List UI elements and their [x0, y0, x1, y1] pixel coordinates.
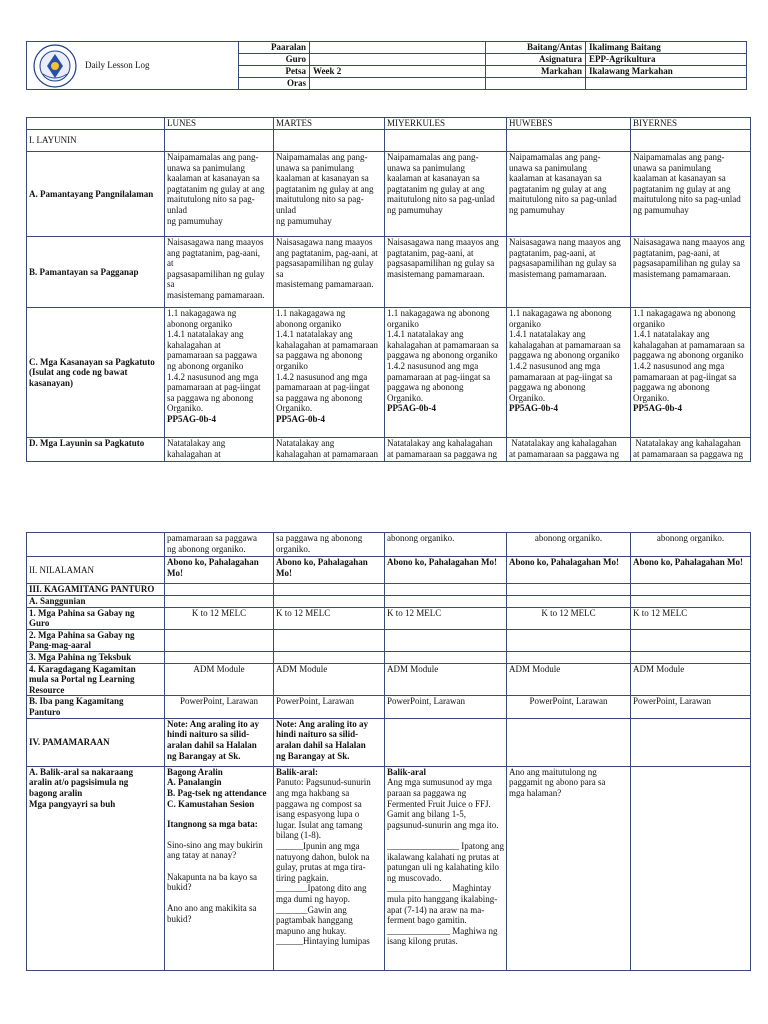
- cell-text: Natatalakay ang kahalagahan at: [167, 438, 226, 459]
- cell-text: Naipamamalas ang pang- unawa sa panimulang kaalaman at kasanayan sa pagtatanim ng gulay at ang maitutulong nito sa pag-unlad ng pamumuhay: [387, 152, 495, 216]
- cell-text: Ano ang maitutulong ng paggamit ng abono para sa mga halaman?: [509, 766, 606, 798]
- cell-text: K to 12 MELC: [631, 607, 751, 629]
- corner-cell: [27, 118, 165, 130]
- section-title: IV. PAMAMARAAN: [27, 718, 165, 766]
- cell-text: Sino-sino ang may bukirin ang tatay at nanay? Nakapunta na ba kayo sa bukid? Ano ano ang makikita sa bukid?: [167, 839, 263, 925]
- cell-text: PowerPoint, Larawan: [385, 696, 507, 718]
- lesson-table-part2: [26, 532, 751, 971]
- cell-text: Naipamamalas ang pang- unawa sa panimulang kaalaman at kasanayan sa pagtatanim ng gulay at ang maitutulong nito sa pag- unlad ng pamumuhay: [276, 152, 374, 226]
- cell-text: abonong organiko.: [387, 533, 455, 543]
- cell-text: ADM Module: [507, 663, 631, 696]
- competency-code: PP5AG-0b-4: [633, 403, 682, 414]
- row-label: B. Pamantayan sa Pagganap: [27, 237, 165, 308]
- header-label: Markahan: [486, 66, 586, 78]
- cell-text: K to 12 MELC: [274, 607, 385, 629]
- cell-text: Naisasagawa nang maayos ang pagtatanim, pag-aani, at pagsasapamilihan ng gulay sa masistemang pamamaraan.: [276, 237, 378, 290]
- competency-code: PP5AG-0b-4: [276, 414, 325, 425]
- header-value: Ikalawang Markahan: [586, 66, 747, 78]
- competency-code: PP5AG-0b-4: [387, 403, 436, 414]
- day-header: LUNES: [165, 118, 274, 130]
- row-label: 3. Mga Pahina ng Teksbuk: [27, 652, 165, 664]
- row-label: A. Sanggunian: [27, 596, 165, 608]
- cell-text: Natatalakay ang kahalagahan at pamamaraan sa paggawa ng: [509, 438, 619, 459]
- cell-text: K to 12 MELC: [507, 607, 631, 629]
- cell-heading: Bagong Aralin A. Panalangin B. Pag-tsek ng attendance C. Kamustahan Sesion: [167, 766, 267, 809]
- note-text: Note: Ang araling ito ay hindi naituro sa silid- aralan dahil sa Halalan ng Barangay at Sk.: [167, 718, 259, 761]
- day-header: HUWEBES: [507, 118, 631, 130]
- cell-text: K to 12 MELC: [385, 607, 507, 629]
- row-label: 1. Mga Pahina sa Gabay ng Guro: [29, 607, 135, 629]
- cell-text: Naipamamalas ang pang- unawa sa panimulang kaalaman at kasanayan sa pagtatanim ng gulay at ang maitutulong nito sa pag-unlad ng pamumuhay: [509, 152, 617, 216]
- section-title: I. LAYUNIN: [27, 130, 165, 152]
- section-title: II. NILALAMAN: [27, 557, 165, 584]
- header-label: Paaralan: [239, 42, 310, 54]
- note-text: Note: Ang araling ito ay hindi naituro sa silid- aralan dahil sa Halalan ng Barangay at Sk.: [276, 718, 368, 761]
- row-label: C. Mga Kasanayan sa Pagkatuto (Isulat ang code ng bawat kasanayan): [29, 356, 155, 388]
- cell-text: K to 12 MELC: [165, 607, 274, 629]
- content-title: Abono ko, Pahalagahan Mo!: [167, 557, 259, 578]
- header-label: Baitang/Antas: [486, 42, 586, 54]
- cell-text: Naisasagawa nang maayos ang pagtatanim, pag-aani, at pagsasapamilihan ng gulay sa masistemang pamamaraan.: [387, 237, 499, 279]
- content-title: Abono ko, Pahalagahan Mo!: [633, 557, 744, 567]
- cell-text: Natatalakay ang kahalagahan at pamamaraan sa paggawa ng: [633, 438, 743, 459]
- cell-text: Panuto: Pagsunud-sunurin ang mga hakbang sa paggawa ng compost sa isang espasyong lupa o lugar. Isulat ang tamang bilang (1-8). ______Ipunin ang mga natuyong dahon, bulok na gulay, prutas at mga tira- tiring pagkain. _______Ipatong dito ang mga dumi ng hayop. _______Gawin ang pagtambak hanggang mapuno ang hukay. ______Hintaying lumipas: [276, 777, 371, 947]
- cell-text: 1.1 nakagagawa ng abonong organiko 1.4.1 natatalakay ang kahalagahan at pamamaraan sa paggawa ng abonong organiko 1.4.2 nasusunod ang mga pamamaraan at pag-iingat sa paggawa ng abonong Organiko.: [633, 308, 745, 403]
- cell-text: Naipamamalas ang pang- unawa sa panimulang kaalaman at kasanayan sa pagtatanim ng gulay at ang maitutulong nito sa pag- unlad ng pamumuhay: [167, 152, 265, 226]
- header-label: [486, 78, 586, 90]
- row-label: 4. Karagdagang Kagamitan mula sa Portal ng Learning Resource: [29, 663, 136, 695]
- row-label: D. Mga Layunin sa Pagkatuto: [27, 438, 165, 462]
- header-value: [310, 54, 486, 66]
- cell-text: ADM Module: [385, 663, 507, 696]
- cell-text: abonong organiko.: [534, 533, 603, 543]
- row-label: A. Pamantayang Pangnilalaman: [27, 152, 165, 237]
- cell-heading: Balik-aral:: [276, 766, 318, 777]
- header-value: EPP-Agrikultura: [586, 54, 747, 66]
- cell-text: Naisasagawa nang maayos ang pagtatanim, pag-aani, at pagsasapamilihan ng gulay sa masistemang pamamaraan.: [167, 237, 265, 301]
- header-value: [310, 42, 486, 54]
- cell-text: PowerPoint, Larawan: [631, 696, 751, 718]
- cell-text: Naipamamalas ang pang- unawa sa panimulang kaalaman at kasanayan sa pagtatanim ng gulay at ang maitutulong nito sa pag-unlad ng pamumuhay: [633, 152, 741, 216]
- cell-text: 1.1 nakagagawa ng abonong organiko 1.4.1 natatalakay ang kahalagahan at pamamaraan sa paggawa ng abonong organiko 1.4.2 nasusunod ang mga pamamaraan at pag-iingat sa paggawa ng abonong Organiko.: [509, 308, 621, 403]
- row-label: B. Iba pang Kagamitang Panturo: [29, 696, 124, 718]
- cell-heading: Balik-aral: [387, 766, 427, 777]
- cell-text: ADM Module: [165, 663, 274, 696]
- day-header: BIYERNES: [631, 118, 751, 130]
- content-title: Abono ko, Pahalagahan Mo!: [276, 557, 368, 578]
- header-label: Asignatura: [486, 54, 586, 66]
- logo-cell: [27, 42, 239, 90]
- competency-code: PP5AG-0b-4: [167, 414, 216, 425]
- cell-subheading: Itangnong sa mga bata:: [167, 819, 258, 830]
- header-label: Oras: [239, 78, 310, 90]
- cell-text: abonong organiko.: [656, 533, 725, 543]
- day-header: MIYERKULES: [385, 118, 507, 130]
- content-title: Abono ko, Pahalagahan Mo!: [387, 557, 498, 567]
- header-value: [310, 78, 486, 90]
- header-label: Petsa: [239, 66, 310, 78]
- lesson-table-part1: [26, 117, 751, 462]
- page-title: Daily Lesson Log: [85, 60, 150, 71]
- cell-text: 1.1 nakagagawa ng abonong organiko 1.4.1 natatalakay ang kahalagahan at pamamaraan sa paggawa ng abonong organiko 1.4.2 nasusunod ang mga pamamaraan at pag-iingat sa paggawa ng abonong Organiko.: [167, 308, 261, 414]
- cell-text: ADM Module: [631, 663, 751, 696]
- cell-text: Natatalakay ang kahalagahan at pamamaraan sa paggawa ng: [387, 438, 497, 459]
- content-title: Abono ko, Pahalagahan Mo!: [509, 557, 620, 567]
- cell-text: PowerPoint, Larawan: [165, 696, 274, 718]
- cell-text: sa paggawa ng abonong organiko.: [276, 533, 363, 554]
- header-value: Ikalimang Baitang: [586, 42, 747, 54]
- cell-text: Natatalakay ang kahalagahan at pamamaraan: [276, 438, 378, 459]
- day-header: MARTES: [274, 118, 385, 130]
- header-table: [26, 41, 747, 90]
- deped-seal-icon: [33, 44, 77, 88]
- cell-text: 1.1 nakagagawa ng abonong organiko 1.4.1 natatalakay ang kahalagahan at pamamaraan sa paggawa ng abonong organiko 1.4.2 nasusunod ang mga pamamaraan at pag-iingat sa paggawa ng abonong Organiko.: [276, 308, 378, 414]
- cell-text: Ang mga sumusunod ay mga paraan sa paggawa ng Fermented Fruit Juice o FFJ. Gamit ang bilang 1-5, pagsunud-sunurin ang mga ito. ________________ Ipatong ang ikalawang kalahati ng prutas at patungan uli ng kalahating kilo ng muscovado. ______________ Maghintay mula pito hanggang ikalabing- apat (7-14) na araw na ma- ferment bago gamitin. ______________ Maghiwa ng isang kilong prutas.: [387, 777, 504, 947]
- cell-text: pamamaraan sa paggawa ng abonong organiko.: [167, 533, 257, 554]
- cell-text: ADM Module: [274, 663, 385, 696]
- header-value: [586, 78, 747, 90]
- competency-code: PP5AG-0b-4: [509, 403, 558, 414]
- row-label: 2. Mga Pahina sa Gabay ng Pang-mag-aaral: [29, 629, 135, 651]
- header-value: Week 2: [310, 66, 486, 78]
- cell-text: Naisasagawa nang maayos ang pagtatanim, pag-aani, at pagsasapamilihan ng gulay sa masistemang pamamaraan.: [633, 237, 745, 279]
- cell-text: PowerPoint, Larawan: [507, 696, 631, 718]
- cell-text: 1.1 nakagagawa ng abonong organiko 1.4.1 natatalakay ang kahalagahan at pamamaraan sa paggawa ng abonong organiko 1.4.2 nasusunod ang mga pamamaraan at pag-iingat sa paggawa ng abonong Organiko.: [387, 308, 499, 403]
- cell-text: Naisasagawa nang maayos ang pagtatanim, pag-aani, at pagsasapamilihan ng gulay sa masistemang pamamaraan.: [509, 237, 621, 279]
- row-label: A. Balik-aral sa nakaraang aralin at/o pagsisimula ng bagong aralin Mga pangyayri sa buh: [29, 766, 134, 809]
- section-title: III. KAGAMITANG PANTURO: [27, 584, 165, 596]
- header-label: Guro: [239, 54, 310, 66]
- cell-text: PowerPoint, Larawan: [274, 696, 385, 718]
